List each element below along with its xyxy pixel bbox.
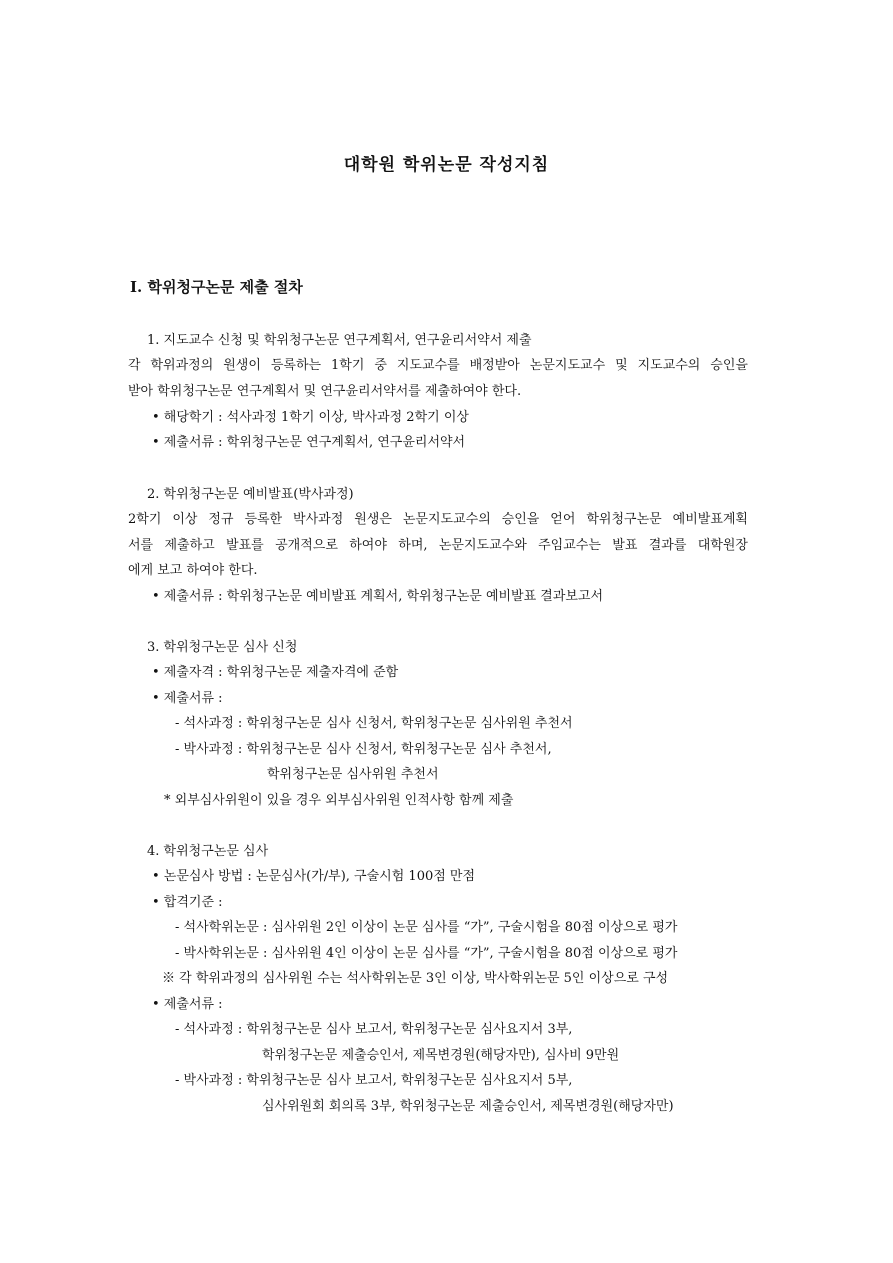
subsection-4-bullet-documents: • 제출서류 : [152, 997, 223, 1012]
subsection-1-paragraph-line-2: 받아 학위청구논문 연구계획서 및 연구윤리서약서를 제출하여야 한다. [128, 384, 522, 399]
subsection-3-bullet-eligibility: • 제출자격 : 학위청구논문 제출자격에 준함 [152, 665, 399, 680]
subsection-4-doctoral-documents-line-2: 심사위원회 회의록 3부, 학위청구논문 제출승인서, 제목변경원(해당자만) [262, 1099, 674, 1114]
subsection-1-bullet-documents: • 제출서류 : 학위청구논문 연구계획서, 연구윤리서약서 [152, 435, 466, 450]
section-heading: Ⅰ. 학위청구논문 제출 절차 [130, 278, 303, 296]
subsection-4-bullet-method: • 논문심사 방법 : 논문심사(가/부), 구술시험 100점 만점 [152, 869, 476, 884]
subsection-3-masters-documents: - 석사과정 : 학위청구논문 심사 신청서, 학위청구논문 심사위원 추천서 [175, 716, 573, 731]
subsection-4-heading: 4. 학위청구논문 심사 [147, 844, 269, 859]
subsection-4-masters-documents-line-1: - 석사과정 : 학위청구논문 심사 보고서, 학위청구논문 심사요지서 3부, [175, 1022, 573, 1037]
subsection-4-masters-criteria: - 석사학위논문 : 심사위원 2인 이상이 논문 심사를 “가”, 구술시험을 80점 이상으로 평가 [175, 920, 678, 935]
subsection-3-bullet-documents: • 제출서류 : [152, 691, 223, 706]
subsection-4-doctoral-criteria: - 박사학위논문 : 심사위원 4인 이상이 논문 심사를 “가”, 구술시험을 80점 이상으로 평가 [175, 946, 678, 961]
subsection-1-heading: 1. 지도교수 신청 및 학위청구논문 연구계획서, 연구윤리서약서 제출 [147, 333, 532, 348]
document-title: 대학원 학위논문 작성지침 [343, 155, 550, 175]
subsection-1-bullet-term: • 해당학기 : 석사과정 1학기 이상, 박사과정 2학기 이상 [152, 410, 469, 425]
subsection-2-paragraph-line-1: 2학기 이상 정규 등록한 박사과정 원생은 논문지도교수의 승인을 얻어 학위청구논문 예비발표계획 [128, 512, 748, 527]
subsection-2-paragraph-line-2: 서를 제출하고 발표를 공개적으로 하여야 하며, 논문지도교수와 주임교수는 발표 결과를 대학원장 [128, 538, 748, 553]
subsection-4-masters-documents-line-2: 학위청구논문 제출승인서, 제목변경원(해당자만), 심사비 9만원 [262, 1048, 620, 1063]
subsection-3-doctoral-documents-line-2: 학위청구논문 심사위원 추천서 [267, 767, 439, 782]
subsection-2-heading: 2. 학위청구논문 예비발표(박사과정) [147, 487, 354, 502]
subsection-4-note: ※ 각 학위과정의 심사위원 수는 석사학위논문 3인 이상, 박사학위논문 5인 이상으로 구성 [162, 971, 669, 986]
subsection-4-bullet-criteria: • 합격기준 : [152, 895, 223, 910]
subsection-4-doctoral-documents-line-1: - 박사과정 : 학위청구논문 심사 보고서, 학위청구논문 심사요지서 5부, [175, 1073, 573, 1088]
subsection-2-paragraph-line-3: 에게 보고 하여야 한다. [128, 563, 258, 578]
subsection-2-bullet-documents: • 제출서류 : 학위청구논문 예비발표 계획서, 학위청구논문 예비발표 결과보고서 [152, 589, 604, 604]
subsection-3-doctoral-documents-line-1: - 박사과정 : 학위청구논문 심사 신청서, 학위청구논문 심사 추천서, [175, 742, 552, 757]
subsection-3-note: * 외부심사위원이 있을 경우 외부심사위원 인적사항 함께 제출 [164, 793, 514, 808]
subsection-1-paragraph-line-1: 각 학위과정의 원생이 등록하는 1학기 중 지도교수를 배정받아 논문지도교수 및 지도교수의 승인을 [128, 358, 748, 373]
subsection-3-heading: 3. 학위청구논문 심사 신청 [147, 640, 298, 655]
